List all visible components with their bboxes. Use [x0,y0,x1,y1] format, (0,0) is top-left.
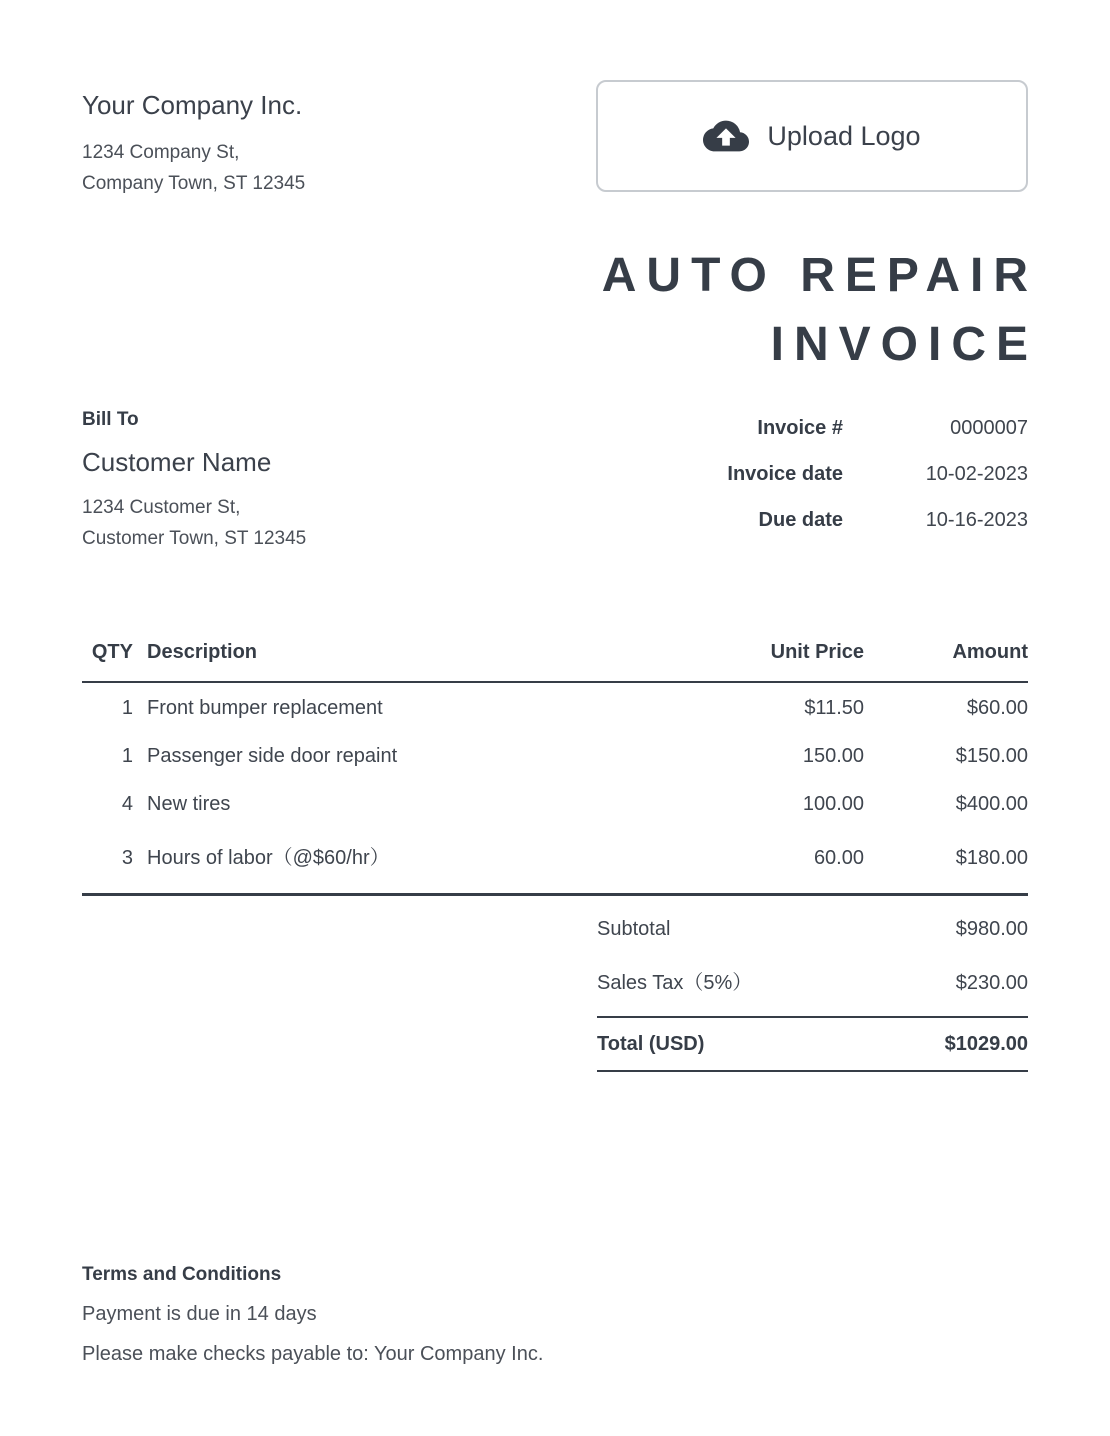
company-address [82,137,305,199]
total-row [597,1016,1028,1072]
subtotal-label: Subtotal [597,918,671,940]
table-row [82,827,1028,881]
line-items-table [82,641,1028,896]
amount-column-header: Amount [952,641,1028,663]
item-description: New tires [147,793,231,815]
table-row [82,683,1028,731]
upload-logo-label: Upload Logo [767,120,921,151]
description-column-header: Description [147,641,258,663]
subtotal-row [597,902,1028,950]
table-row [82,779,1028,827]
invoice-number-row [727,417,1028,440]
item-amount: $60.00 [966,697,1028,719]
item-amount: $400.00 [955,793,1028,815]
qty-column-header: QTY [91,641,133,663]
total-value: $1029.00 [944,1033,1028,1055]
customer-address-line2: Customer Town, ST 12345 [82,528,307,549]
company-name: Your Company Inc. [82,90,303,120]
invoice-meta [727,417,1028,555]
invoice-date-value: 10-02-2023 [925,463,1028,485]
customer-address-line1: 1234 Customer St, [82,497,241,518]
terms-line1: Payment is due in 14 days [82,1303,317,1325]
item-qty: 4 [121,793,133,815]
invoice-date-row [727,463,1028,486]
company-address-line2: Company Town, ST 12345 [82,173,306,194]
due-date-value: 10-16-2023 [925,509,1028,531]
unit-price-column-header: Unit Price [770,641,864,663]
item-unit-price: 100.00 [802,793,864,815]
customer-name: Customer Name [82,447,272,477]
company-address-line1: 1234 Company St, [82,142,240,163]
document-title-line2: INVOICE [770,318,1038,371]
subtotal-value: $980.00 [955,918,1028,940]
company-info [82,90,305,199]
item-qty: 3 [121,847,133,869]
item-amount: $150.00 [955,745,1028,767]
item-description: Front bumper replacement [147,697,383,719]
item-unit-price: 60.00 [813,847,864,869]
due-date-row [727,509,1028,532]
terms-heading: Terms and Conditions [82,1264,282,1285]
due-date-label: Due date [758,509,843,531]
sales-tax-label: Sales Tax（5%） [597,972,753,994]
totals-section [597,902,1028,1072]
document-title [82,241,1038,379]
customer-address [82,492,306,554]
sales-tax-row [597,950,1028,1004]
bill-to-block [82,409,306,555]
invoice-number-label: Invoice # [757,417,843,439]
table-header-row [82,641,1028,683]
terms-line2: Please make checks payable to: Your Company Inc. [82,1343,544,1365]
item-unit-price: 150.00 [802,745,864,767]
cloud-upload-icon [703,113,749,159]
upload-logo-button[interactable] [596,80,1028,192]
header [82,80,1028,199]
item-description: Hours of labor（@$60/hr） [147,847,390,869]
total-label: Total (USD) [597,1033,705,1055]
invoice-date-label: Invoice date [727,463,843,485]
table-row [82,731,1028,779]
document-title-line1: AUTO REPAIR [601,249,1038,302]
terms-and-conditions [82,1264,543,1366]
bill-to-label: Bill To [82,409,139,430]
invoice-number-value: 0000007 [950,417,1028,439]
item-description: Passenger side door repaint [147,745,398,767]
sales-tax-value: $230.00 [955,972,1028,994]
item-amount: $180.00 [955,847,1028,869]
item-unit-price: $11.50 [804,697,864,719]
table-bottom-rule [82,893,1028,896]
item-qty: 1 [121,697,133,719]
item-qty: 1 [121,745,133,767]
billing-info-row [82,409,1028,555]
